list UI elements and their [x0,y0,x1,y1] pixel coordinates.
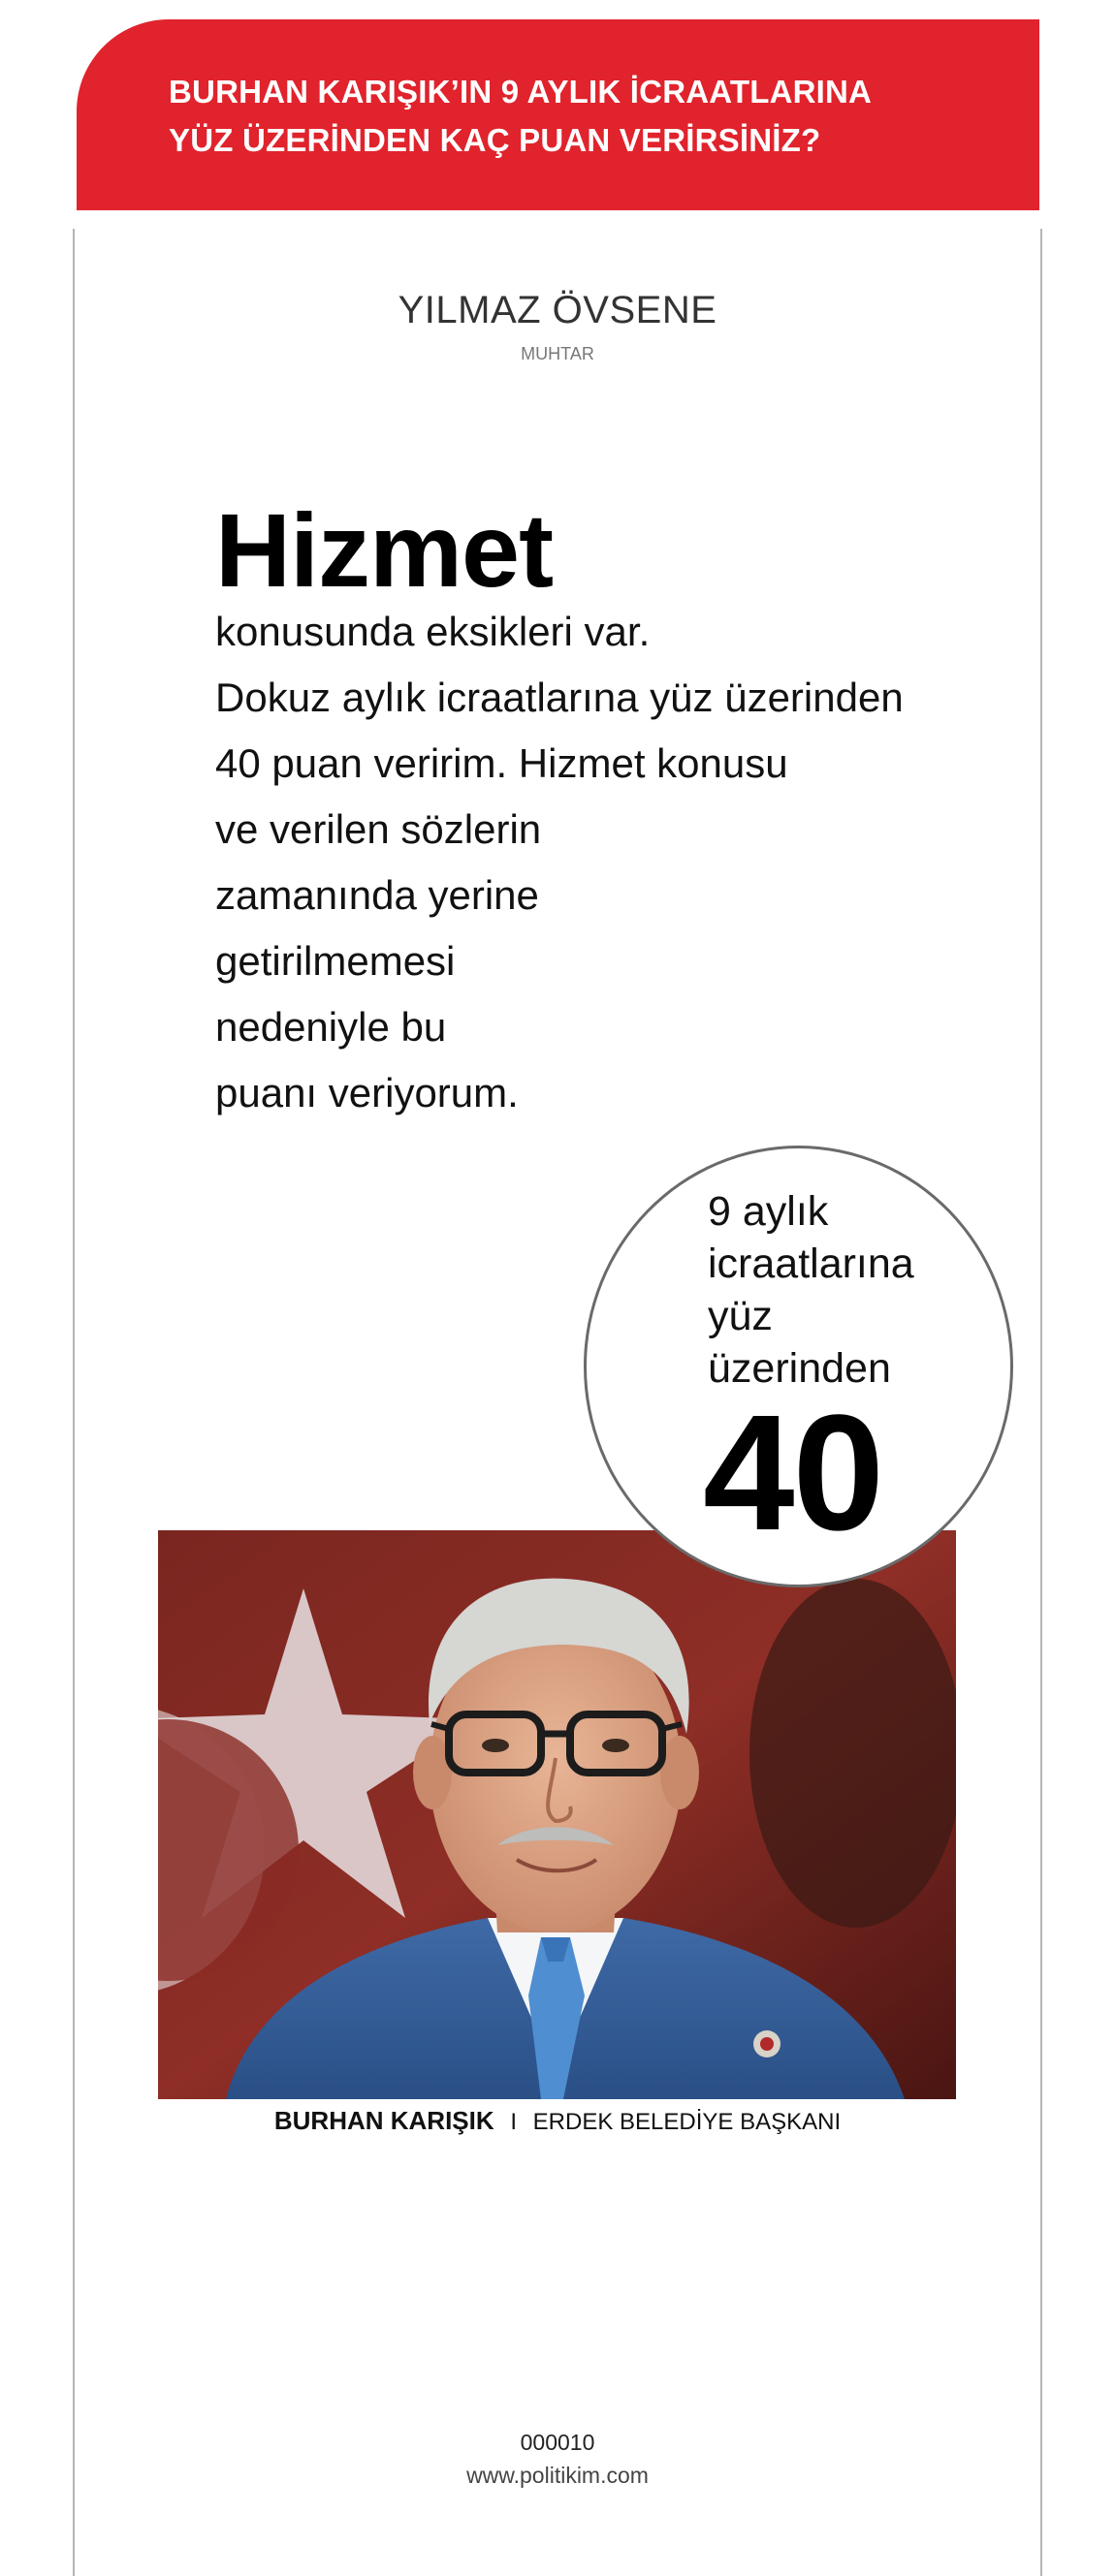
score-badge [584,1146,1013,1587]
score-label-line: 9 aylık [708,1188,829,1235]
header-banner [77,19,1039,210]
score-value: 40 [703,1381,883,1565]
respondent-name: YILMAZ ÖVSENE [398,289,717,331]
score-label-line: yüz [708,1293,773,1339]
quote-body [215,599,904,1126]
respondent-role: MUHTAR [521,344,594,363]
quote-line: zamanında yerine [215,872,539,918]
footer-code: 000010 [520,2430,595,2455]
quote-line: 40 puan veririm. Hizmet konusu [215,740,788,786]
quote-line: Dokuz aylık icraatlarına yüz üzerinden [215,675,904,720]
score-label-line: icraatlarına [708,1241,914,1287]
caption-name: BURHAN KARIŞIK [273,2106,494,2135]
frame-left-line [73,229,75,2576]
quote-line: nedeniyle bu [215,1004,447,1050]
frame-right-line [1040,229,1042,2576]
quote-line: ve verilen sözlerin [215,806,542,852]
score-label-line: üzerinden [708,1345,891,1392]
portrait-illustration [158,1530,956,2099]
quote-line: konusunda eksikleri var. [215,609,651,654]
footer-url[interactable]: www.politikim.com [466,2463,649,2488]
quote-lead-word: Hizmet [215,491,554,609]
caption-separator: I [510,2109,517,2135]
caption-title: ERDEK BELEDİYE BAŞKANI [532,2109,842,2135]
header-title-line-1: BURHAN KARIŞIK’IN 9 AYLIK İCRAATLARINA [169,74,873,110]
quote-line: getirilmemesi [215,938,456,984]
photo-caption [0,2106,1115,2136]
quote-line: puanı veriyorum. [215,1070,519,1115]
header-title-line-2: YÜZ ÜZERİNDEN KAÇ PUAN VERİRSİNİZ? [169,122,821,158]
score-label [708,1185,914,1395]
portrait-photo [158,1530,956,2099]
